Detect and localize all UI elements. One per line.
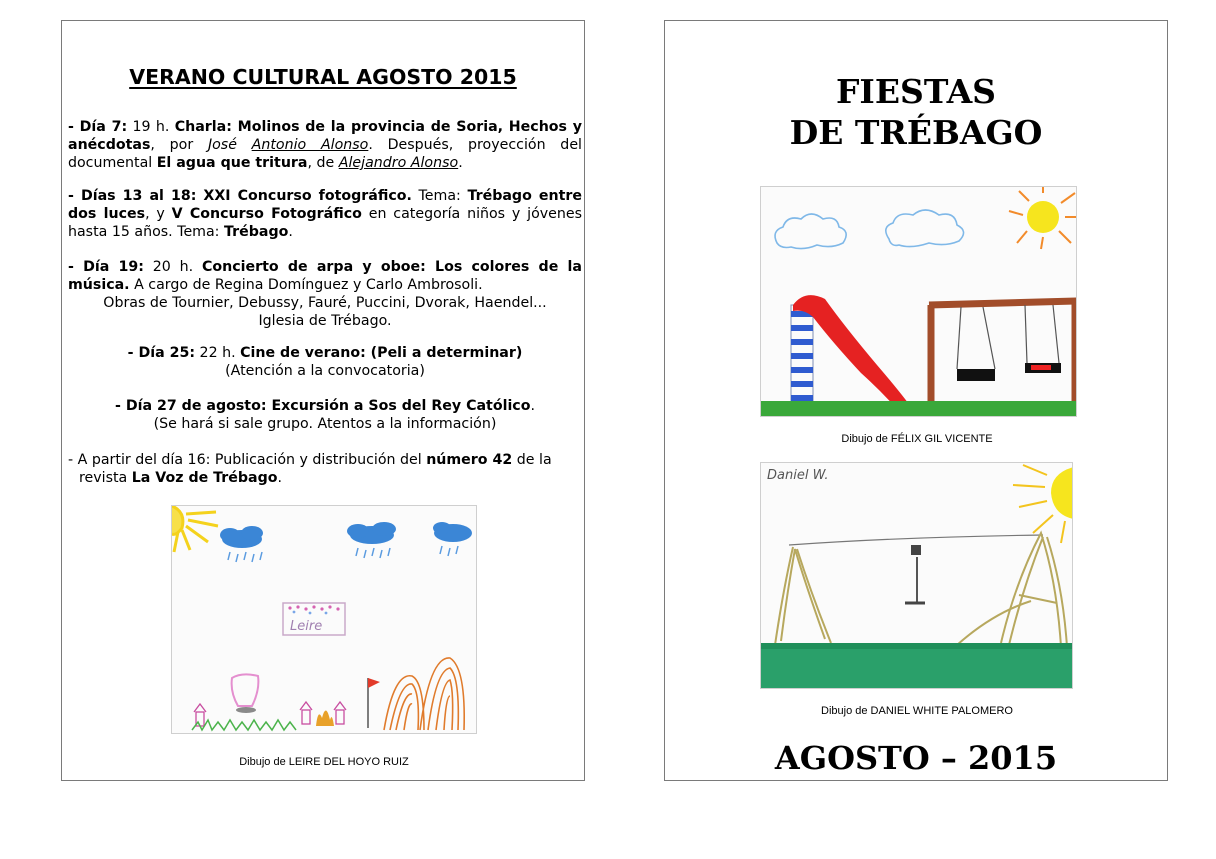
child-drawing-rain-houses [172,506,477,734]
caption-leire: Dibujo de LEIRE DEL HOYO RUIZ [239,756,409,768]
drawing-daniel [760,462,1073,689]
event-day-25: - Día 25: 22 h. Cine de verano: (Peli a determinar) (Atención a la convocatoria) [127,345,523,379]
caption-daniel: Dibujo de DANIEL WHITE PALOMERO [821,705,1013,717]
hills-scribble [384,658,464,730]
event-day-7: - Día 7: 19 h. Charla: Molinos de la provincia de Soria, Hechos y anécdotas, por José Antonio Alonso. Después, proyección del documental El agua que tritura, de Alejandro Alonso. [68,119,582,171]
left-page [61,20,585,781]
drawing-felix [760,186,1077,417]
grass [761,401,1077,417]
caption-felix: Dibujo de FÉLIX GIL VICENTE [841,433,993,445]
drawing-signature: Leire [290,619,323,634]
grass [761,643,1073,689]
fire-icon [316,710,334,726]
right-page [664,20,1168,781]
a-frame-right [957,533,1067,647]
sun-icon [172,506,218,552]
event-publication: - A partir del día 16: Publicación y distribución del número 42 de la revista La Voz de Trébago. [68,452,552,486]
swing-ropes [957,305,1059,369]
right-page-date: AGOSTO – 2015 [774,739,1058,777]
child-drawing-playground [761,187,1077,417]
drawing-signature: Daniel W. [767,468,829,483]
sun-icon [1013,465,1073,543]
flag-icon [368,678,380,688]
event-days-13-18: - Días 13 al 18: XXI Concurso fotográfico. Tema: Trébago entre dos luces, y V Concurso Fotográfico en categoría niños y jóvenes hasta 15 años. Tema: Trébago. [68,188,583,240]
swing-seat [957,369,995,381]
swing-bar [789,535,1043,545]
swing-seat-icon [905,545,925,603]
drawing-leire [171,505,477,734]
rain-cloud-icon [220,522,472,548]
event-day-19: - Día 19: 20 h. Concierto de arpa y oboe: Los colores de la música. A cargo de Regina Domínguez y Carlo Ambrosoli. Obras de Tournier, Debussy, Fauré, Puccini, Dvorak, Haendel... Iglesia de Trébago. [68,259,582,329]
ladder-icon [791,305,813,403]
child-drawing-swings [761,463,1073,689]
a-frame-left [775,547,831,645]
confetti-dots [288,605,339,610]
event-day-27: - Día 27 de agosto: Excursión a Sos del Rey Católico. (Se hará si sale grupo. Atentos a la información) [115,398,535,432]
left-page-title: VERANO CULTURAL AGOSTO 2015 [129,65,517,89]
right-page-title: FIESTAS DE TRÉBAGO [789,72,1043,152]
cloud-icon [775,210,964,249]
sun-icon [1009,187,1077,249]
slide-icon [793,295,911,409]
rain-drops [228,546,458,562]
